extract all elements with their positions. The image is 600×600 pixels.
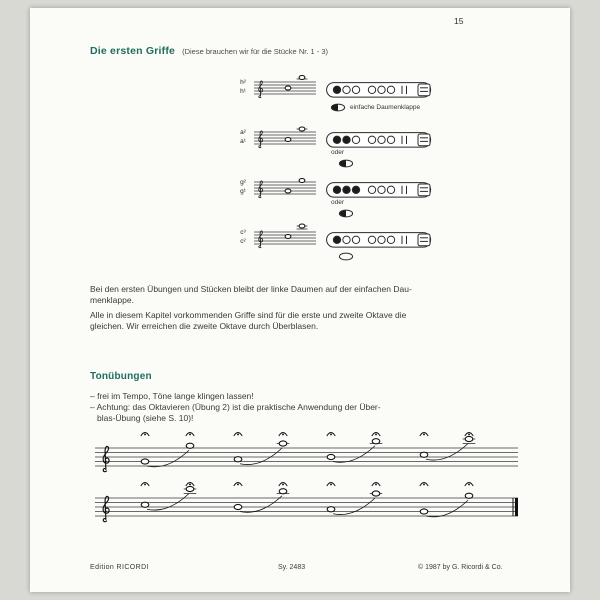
mini-staff [252,71,318,107]
fermata-dot [237,483,239,485]
fermata-dot [468,483,470,485]
whole-note [372,491,380,496]
whole-note [420,509,428,514]
note-label-high: h² [240,79,246,86]
whole-note [285,235,291,239]
note-label-low: c² [240,238,246,245]
thumb-key-oval [338,252,354,261]
hole-open [343,236,350,243]
hole-open [368,186,375,193]
bullet-item: – frei im Tempo, Töne lange klingen lassen! [90,391,254,401]
treble-clef-icon [259,231,263,248]
hole-open [378,136,385,143]
whole-note [465,436,473,441]
hole-closed [333,186,340,193]
treble-clef-icon [103,446,109,471]
whole-note [299,127,305,131]
whole-note [327,507,335,512]
fermata-dot [423,433,425,435]
fingering-row [30,122,570,172]
fingering-diagram [326,131,436,149]
hole-open [368,86,375,93]
hole-closed [333,86,340,93]
hole-open [352,136,359,143]
hole-closed [343,186,350,193]
whole-note [186,443,194,448]
paragraph-line: menklappe. [90,295,134,305]
whole-note [372,439,380,444]
page-number: 15 [454,16,464,26]
slur [333,498,375,515]
fermata-dot [282,433,284,435]
foot-keys-icon [418,84,430,96]
fermata-dot [282,483,284,485]
slur [240,448,282,465]
fingering-diagram [326,81,436,99]
exercise-staff-2 [90,472,530,530]
footer-plate-number: Sy. 2483 [278,564,306,571]
whole-note [141,502,149,507]
hole-open [368,236,375,243]
page-subtitle: (Diese brauchen wir für die Stücke Nr. 1 - 3) [182,47,328,56]
whole-note [141,459,149,464]
foot-keys-icon [418,184,430,196]
fermata-dot [375,433,377,435]
note-label-low: a¹ [240,138,246,145]
oder-label: oder [331,149,345,156]
fermata-dot [144,433,146,435]
footer-publisher: Edition RICORDI [90,564,149,571]
whole-note [299,76,305,80]
paragraph-line: Bei den ersten Übungen und Stücken bleibt der linke Daumen auf der einfachen Dau- [90,284,412,294]
treble-clef-icon [259,81,263,98]
hole-closed [352,186,359,193]
page [30,8,570,592]
whole-note [279,441,287,446]
bullet-item: – Achtung: das Oktavieren (Übung 2) ist die praktische Anwendung der Über- [90,402,381,412]
hole-closed [333,136,340,143]
paragraph-line: Alle in diesem Kapitel vorkommenden Griffe sind für die erste und zweite Oktave die [90,310,407,320]
fingering-row [30,172,570,222]
hole-open [343,86,350,93]
fermata-dot [144,483,146,485]
page-title: Die ersten Griffe [90,45,176,57]
fingering-diagram [326,231,436,249]
whole-note [465,493,473,498]
hole-open [352,86,359,93]
hole-open [378,86,385,93]
fermata-dot [189,483,191,485]
whole-note [285,189,291,193]
footer-copyright: © 1987 by G. Ricordi & Co. [418,564,503,571]
fingering-row [30,72,570,122]
fermata-dot [237,433,239,435]
paragraph-octaves [90,310,406,332]
whole-note [186,486,194,491]
heading-block [90,41,328,59]
whole-note [285,138,291,142]
hole-open [368,136,375,143]
note-labels [234,78,252,96]
hole-open [378,186,385,193]
thumb-key-outline [339,253,352,260]
foot-keys-icon [418,134,430,146]
whole-note [234,457,242,462]
slur [147,494,189,511]
note-labels [234,228,252,246]
fermata-dot [330,483,332,485]
whole-note [299,179,305,183]
fermata-dot [375,483,377,485]
treble-clef-icon [259,131,263,148]
whole-note [234,504,242,509]
fermata-dot [330,433,332,435]
hole-open [378,236,385,243]
hole-open [387,236,394,243]
fermata-dot [189,433,191,435]
hole-closed [343,136,350,143]
hole-closed [333,236,340,243]
oder-label: oder [331,199,345,206]
note-label-low: g¹ [240,188,246,195]
whole-note [285,86,291,90]
thumb-key-oval [338,159,354,168]
note-label-high: a² [240,129,246,136]
treble-clef-icon [259,181,263,198]
fingering-diagram [326,181,436,199]
whole-note [279,489,287,494]
bullet-list [90,391,381,424]
thumb-key-oval [330,103,346,112]
hole-open [387,86,394,93]
paragraph-line: gleichen. Wir erreichen die zweite Oktave durch Überblasen. [90,321,319,331]
thumb-key-oval [338,209,354,218]
mini-staff [252,121,318,157]
hole-open [387,136,394,143]
note-label-high: c³ [240,229,246,236]
mini-staff [252,221,318,257]
fermata-dot [423,483,425,485]
final-barline-thick [515,498,518,516]
whole-note [299,224,305,228]
note-label-high: g² [240,179,246,186]
thumb-key-label: einfache Daumenklappe [350,104,421,111]
treble-clef-icon [103,496,109,521]
fingering-row [30,222,570,272]
paragraph-thumb-key [90,284,412,306]
hole-open [352,236,359,243]
bullet-item-continuation: blas-Übung (siehe S. 10)! [97,413,194,423]
hole-open [387,186,394,193]
note-label-low: h¹ [240,88,246,95]
note-labels [234,178,252,196]
whole-note [420,452,428,457]
section-title: Tonübungen [90,371,152,382]
note-labels [234,128,252,146]
foot-keys-icon [418,234,430,246]
mini-staff [252,171,318,207]
fermata-dot [468,433,470,435]
whole-note [327,454,335,459]
slur [426,444,468,461]
